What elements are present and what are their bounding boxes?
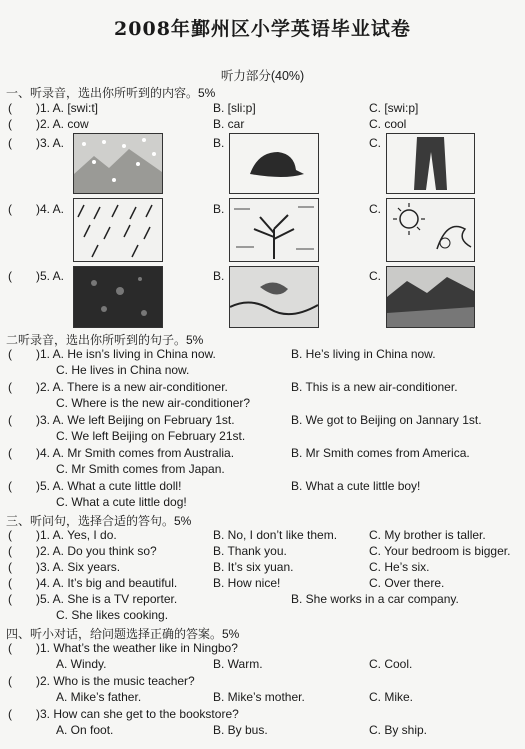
snow-picture: [73, 133, 163, 194]
p2-q3-paren: (: [8, 413, 12, 427]
p1-q5-label-b: B.: [213, 269, 225, 283]
p3-q1-option-a: )1. A. Yes, I do.: [36, 528, 117, 542]
p1-q1-paren: (: [8, 101, 12, 115]
p1-q2-option-c: C. cool: [369, 117, 407, 131]
p1-q4-label-c: C.: [369, 202, 381, 216]
p3-q1-option-c: C. My brother is taller.: [369, 528, 486, 542]
p3-q4-option-b: B. How nice!: [213, 576, 281, 590]
p1-q5-label-a: )5. A.: [36, 269, 65, 283]
p4-q3-question: )3. How can she get to the bookstore?: [36, 707, 239, 721]
p2-q4-option-c: C. Mr Smith comes from Japan.: [56, 462, 225, 476]
p3-q4-option-c: C. Over there.: [369, 576, 445, 590]
p3-q4-option-a: )4. A. It’s big and beautiful.: [36, 576, 178, 590]
p2-q5-option-c: C. What a cute little dog!: [56, 495, 187, 509]
p1-q1-option-a: )1. A. [swi:t]: [36, 101, 99, 115]
p4-q1-option-c: C. Cool.: [369, 657, 413, 671]
p3-q1-paren: (: [8, 528, 12, 542]
p2-q3-option-a: )3. A. We left Beijing on February 1st.: [36, 413, 235, 427]
p1-q3-label-c: C.: [369, 136, 381, 150]
p1-q4-paren: (: [8, 202, 12, 216]
cap-picture: [229, 133, 319, 194]
jeans-picture: [386, 133, 475, 194]
windy-tree-picture: [229, 198, 319, 262]
p3-q3-option-b: B. It’s six yuan.: [213, 560, 294, 574]
p2-q3-option-b: B. We got to Beijing on Jannary 1st.: [291, 413, 482, 427]
p3-q3-paren: (: [8, 560, 12, 574]
p2-q1-option-c: C. He lives in China now.: [56, 363, 190, 377]
p2-q5-paren: (: [8, 479, 12, 493]
p4-q2-option-a: A. Mike’s father.: [56, 690, 142, 704]
p4-q1-question: )1. What’s the weather like in Ningbo?: [36, 641, 238, 655]
p4-q2-option-b: B. Mike’s mother.: [213, 690, 305, 704]
sunny-picture: [386, 198, 475, 262]
p3-q5-paren: (: [8, 592, 12, 606]
p1-q2-option-b: B. car: [213, 117, 245, 131]
p3-q2-paren: (: [8, 544, 12, 558]
p2-q4-option-a: )4. A. Mr Smith comes from Australia.: [36, 446, 235, 460]
p1-q1-option-b: B. [sli:p]: [213, 101, 256, 115]
p3-q5-option-c: C. She likes cooking.: [56, 608, 169, 622]
p4-q3-option-c: C. By ship.: [369, 723, 428, 737]
p2-q1-paren: (: [8, 347, 12, 361]
p3-q3-option-a: )3. A. Six years.: [36, 560, 121, 574]
p2-q5-option-a: )5. A. What a cute little doll!: [36, 479, 182, 493]
p4-q1-paren: (: [8, 641, 12, 655]
p2-q4-option-b: B. Mr Smith comes from America.: [291, 446, 470, 460]
p2-q2-option-a: )2. A. There is a new air-conditioner.: [36, 380, 228, 394]
p3-q5-option-b: B. She works in a car company.: [291, 592, 459, 606]
p1-q5-paren: (: [8, 269, 12, 283]
p4-q2-option-c: C. Mike.: [369, 690, 414, 704]
p1-q4-label-b: B.: [213, 202, 225, 216]
dark-scene-picture: [73, 266, 163, 328]
p2-q5-option-b: B. What a cute little boy!: [291, 479, 421, 493]
section-1-heading: 一、听录音，选出你所听到的内容。5%: [6, 86, 216, 100]
p1-q3-label-b: B.: [213, 136, 225, 150]
p1-q1-option-c: C. [swi:p]: [369, 101, 419, 115]
p4-q3-option-a: A. On foot.: [56, 723, 114, 737]
p4-q1-option-b: B. Warm.: [213, 657, 263, 671]
p3-q5-option-a: )5. A. She is a TV reporter.: [36, 592, 178, 606]
p4-q3-paren: (: [8, 707, 12, 721]
river-scene-picture: [229, 266, 319, 328]
listening-part-heading: 听力部分(40%): [220, 69, 305, 83]
p2-q3-option-c: C. We left Beijing on February 21st.: [56, 429, 246, 443]
rain-picture: [73, 198, 163, 262]
p1-q3-paren: (: [8, 136, 12, 150]
exam-title: 2008年鄞州区小学英语毕业试卷: [114, 18, 411, 40]
p3-q3-option-c: C. He’s six.: [369, 560, 430, 574]
section-3-heading: 三、听问句，选择合适的答句。5%: [6, 514, 192, 528]
p4-q3-option-b: B. By bus.: [213, 723, 268, 737]
p2-q2-paren: (: [8, 380, 12, 394]
p3-q4-paren: (: [8, 576, 12, 590]
p1-q2-option-a: )2. A. cow: [36, 117, 89, 131]
p4-q1-option-a: A. Windy.: [56, 657, 107, 671]
p4-q2-question: )2. Who is the music teacher?: [36, 674, 195, 688]
landscape-picture: [386, 266, 475, 328]
p1-q5-label-c: C.: [369, 269, 381, 283]
p1-q2-paren: (: [8, 117, 12, 131]
section-4-heading: 四、听小对话，给问题选择正确的答案。5%: [6, 627, 240, 641]
section-2-heading: 二听录音，选出你所听到的句子。5%: [6, 333, 204, 347]
p2-q2-option-c: C. Where is the new air-conditioner?: [56, 396, 251, 410]
p3-q2-option-a: )2. A. Do you think so?: [36, 544, 157, 558]
p2-q1-option-a: )1. A. He isn’s living in China now.: [36, 347, 216, 361]
p3-q2-option-c: C. Your bedroom is bigger.: [369, 544, 511, 558]
p1-q4-label-a: )4. A.: [36, 202, 65, 216]
p2-q1-option-b: B. He’s living in China now.: [291, 347, 436, 361]
p3-q2-option-b: B. Thank you.: [213, 544, 287, 558]
p2-q4-paren: (: [8, 446, 12, 460]
p4-q2-paren: (: [8, 674, 12, 688]
p1-q3-label-a: )3. A.: [36, 136, 65, 150]
p3-q1-option-b: B. No, I don’t like them.: [213, 528, 338, 542]
p2-q2-option-b: B. This is a new air-conditioner.: [291, 380, 458, 394]
